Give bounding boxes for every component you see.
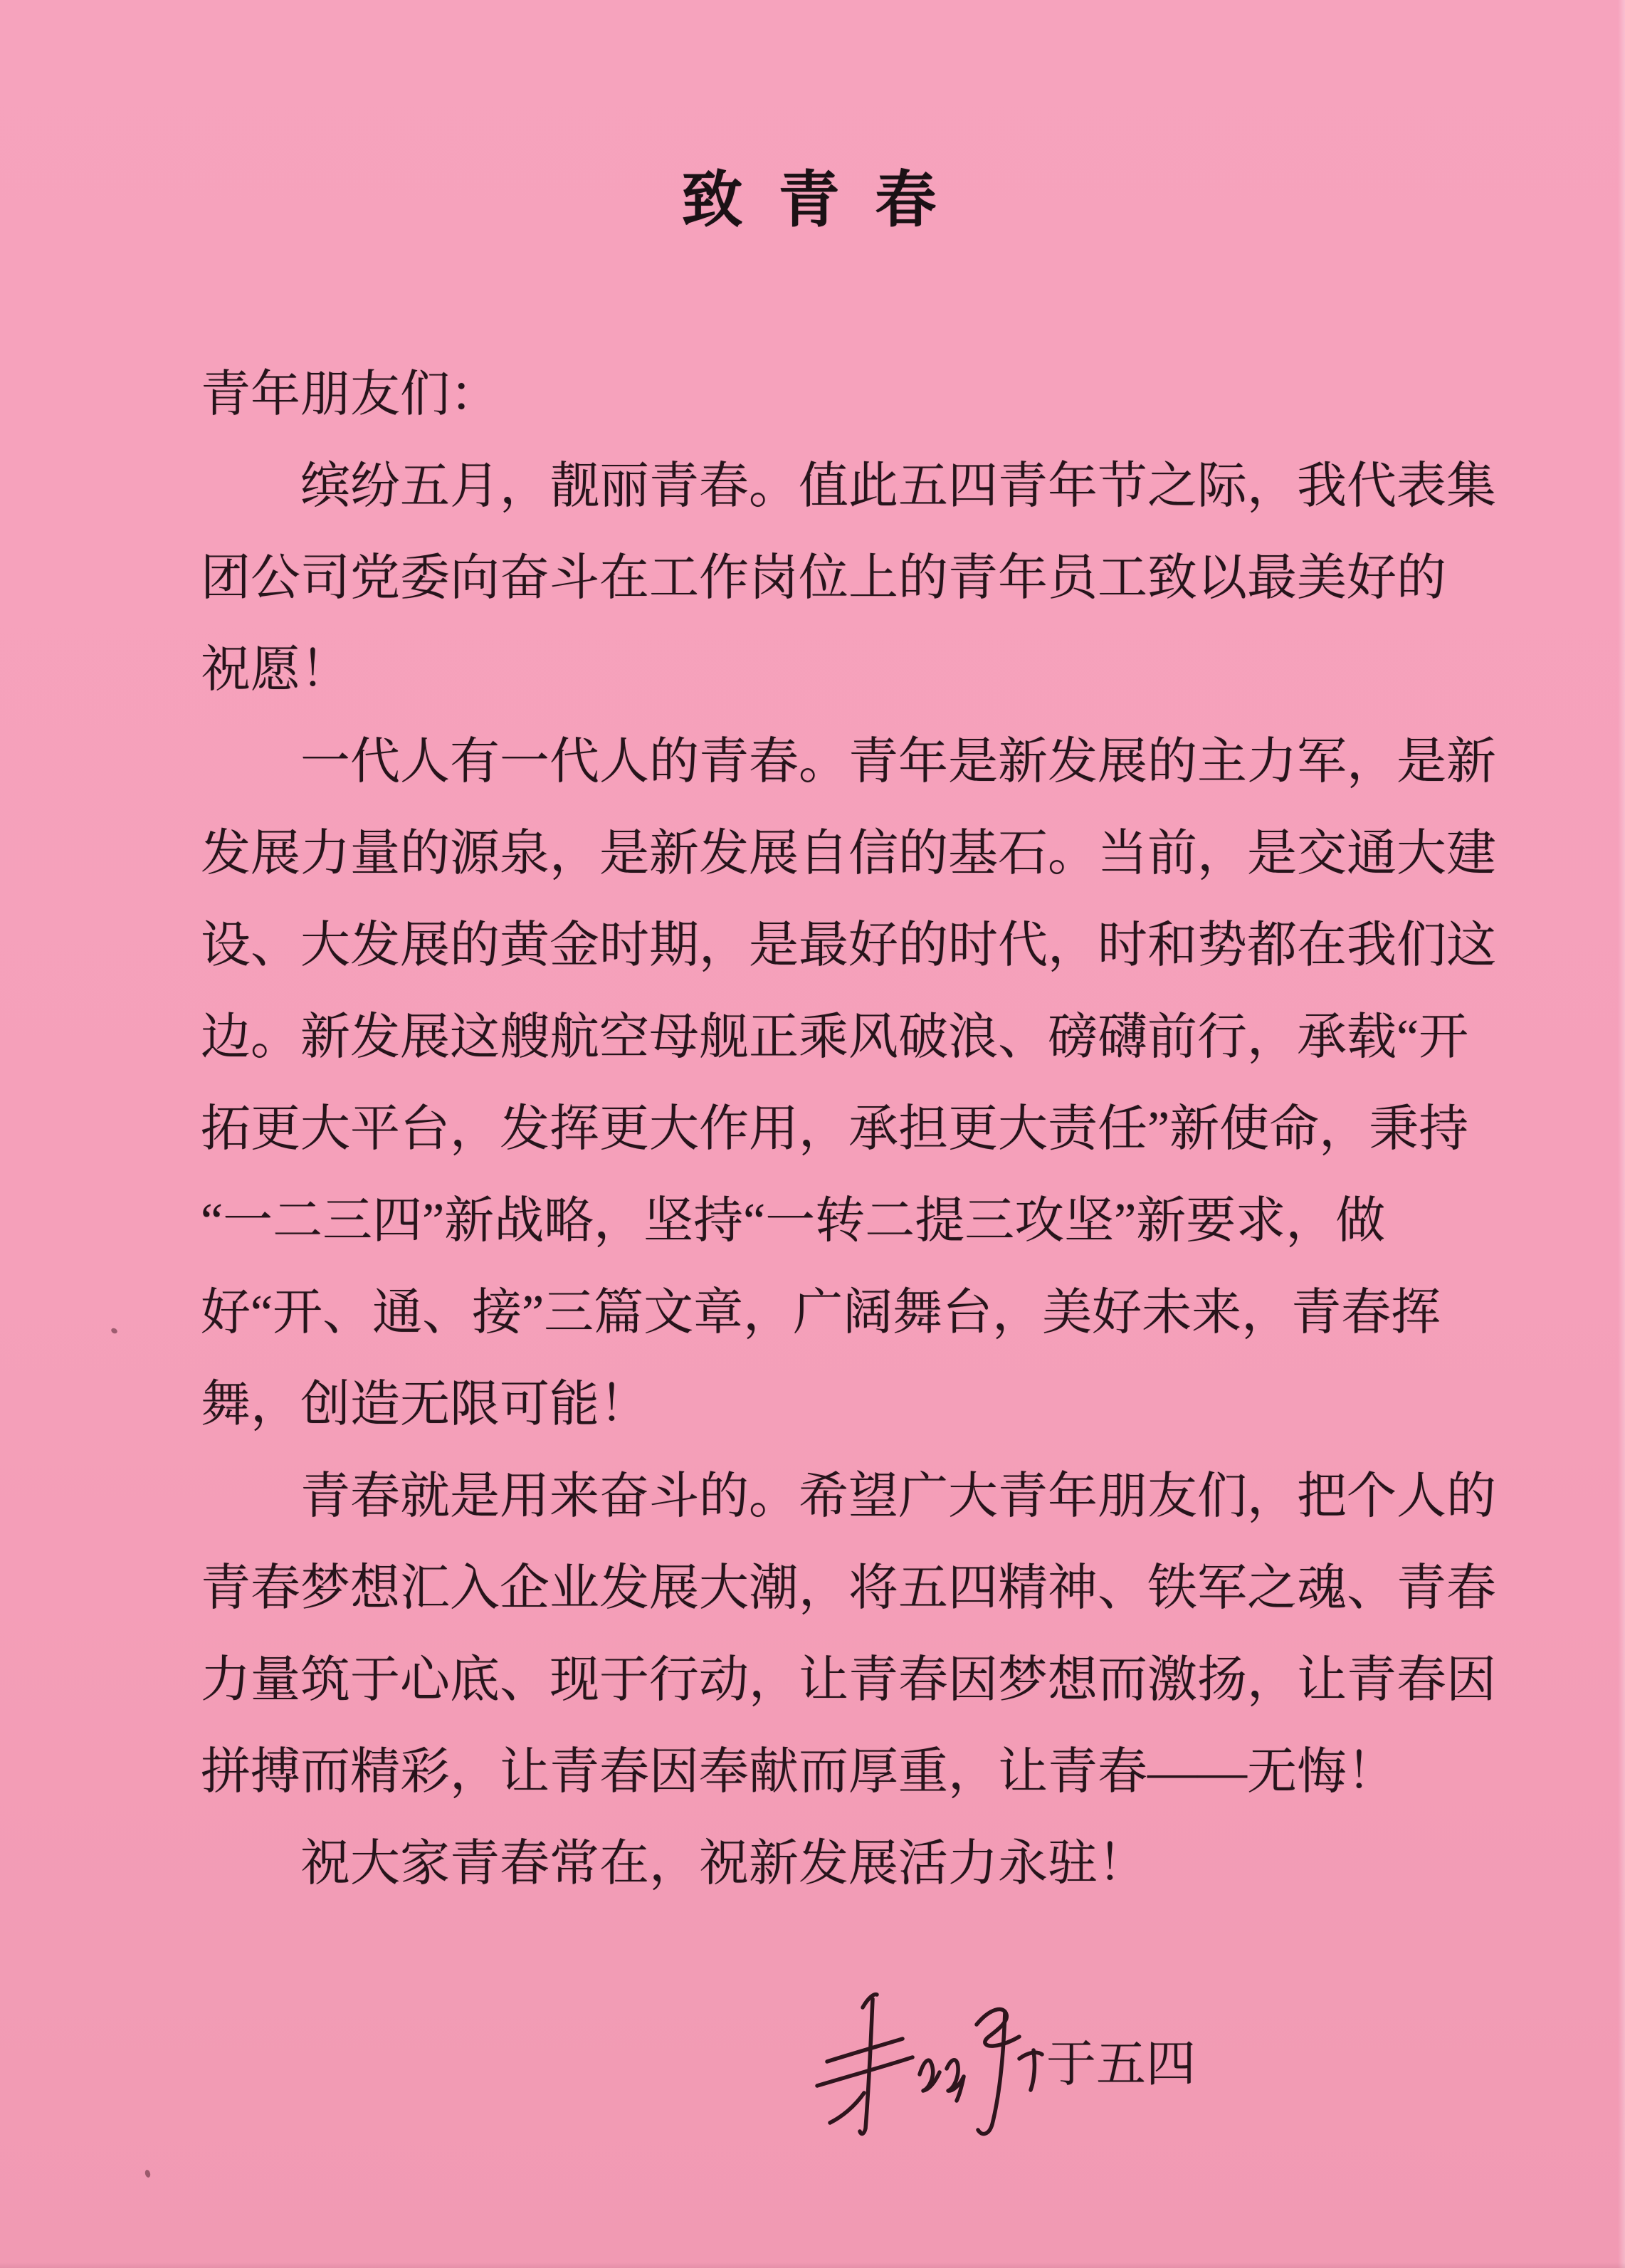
paragraph-line: 拓更大平台，发挥更大作用，承担更大责任”新使命，秉持: [201, 1102, 1469, 1157]
letter-title: 致 青 春: [681, 164, 944, 236]
paragraph-line: 舞，创造无限可能！: [201, 1377, 649, 1432]
paragraph-line: 祝愿！: [201, 643, 350, 698]
paragraph-line: 好“开、通、接”三篇文章，广阔舞台，美好未来，青春挥: [201, 1286, 1441, 1340]
salutation: 青年朋友们：: [201, 367, 500, 422]
paragraph-line: 拼搏而精彩，让青春因奉献而厚重，让青春——无悔！: [201, 1745, 1397, 1800]
scan-speck: [110, 1327, 118, 1335]
paragraph-line: 团公司党委向奋斗在工作岗位上的青年员工致以最美好的: [201, 551, 1446, 606]
signature-date-note: 于五四: [1046, 2037, 1196, 2092]
closing-line: 祝大家青春常在，祝新发展活力永驻！: [300, 1837, 1147, 1891]
paragraph-line: 边。新发展这艘航空母舰正乘风破浪、磅礴前行，承载“开: [201, 1010, 1469, 1065]
paragraph-line: 青春就是用来奋斗的。希望广大青年朋友们，把个人的: [300, 1469, 1496, 1524]
signature-block: [811, 1988, 1253, 2141]
paragraph-line: 力量筑于心底、现于行动，让青春因梦想而激扬，让青春因: [201, 1653, 1496, 1708]
paragraph-line: 一代人有一代人的青春。青年是新发展的主力军，是新: [300, 735, 1496, 789]
letter-body: [201, 349, 1496, 1910]
paragraph-line: 缤纷五月，靓丽青春。值此五四青年节之际，我代表集: [300, 459, 1496, 514]
handwritten-signature-icon: [811, 1988, 1046, 2141]
paragraph-line: “一二三四”新战略，坚持“一转二提三攻坚”新要求，做: [201, 1194, 1386, 1249]
paragraph-line: 设、大发展的黄金时期，是最好的时代，时和势都在我们这: [201, 918, 1496, 973]
scan-edge: [1618, 0, 1625, 2268]
scan-edge: [0, 2262, 1625, 2268]
scan-speck: [144, 2169, 152, 2178]
paragraph-line: 青春梦想汇入企业发展大潮，将五四精神、铁军之魂、青春: [201, 1561, 1496, 1616]
paragraph-line: 发展力量的源泉，是新发展自信的基石。当前，是交通大建: [201, 826, 1496, 881]
